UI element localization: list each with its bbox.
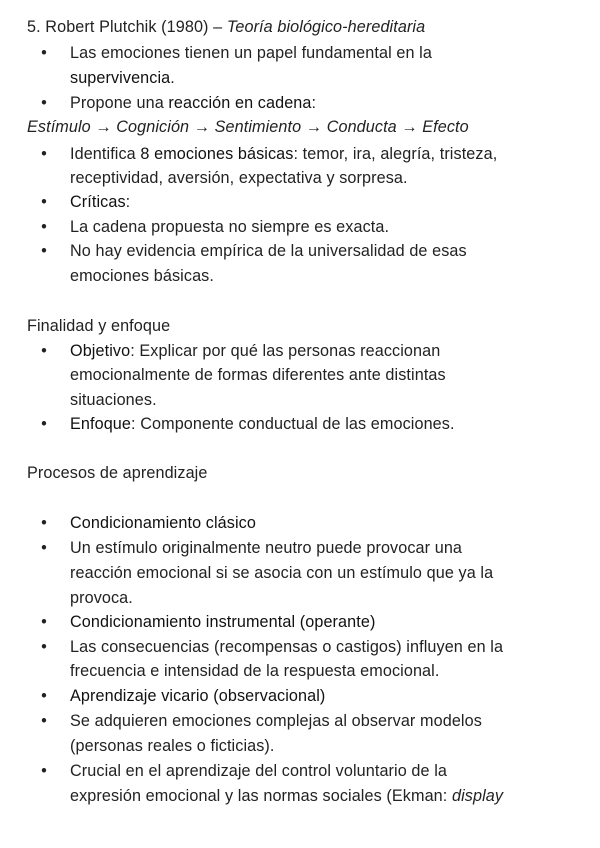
item-text: Las consecuencias (recompensas o castigos) influyen en la	[70, 638, 504, 656]
item-text: provoca.	[70, 589, 133, 607]
bullet: •	[41, 342, 47, 360]
item-text: situaciones.	[70, 391, 157, 409]
section-heading: Procesos de aprendizaje	[27, 464, 208, 482]
heading-italic-text: Teoría biológico-hereditaria	[226, 18, 426, 36]
item-text: Se adquieren emociones complejas al observar modelos	[70, 712, 482, 730]
bullet: •	[41, 613, 47, 631]
italic-term: display	[451, 787, 504, 805]
bullet: •	[41, 415, 47, 433]
bold-term: Condicionamiento clásico	[70, 514, 256, 532]
item-text: (personas reales o ficticias).	[70, 737, 275, 755]
section-heading	[27, 16, 425, 38]
item-text: Crucial en el aprendizaje del control voluntario de la	[70, 762, 448, 780]
bold-term: Críticas	[70, 193, 126, 211]
item-text: : Explicar por qué las personas reaccionan	[130, 342, 441, 360]
bold-term: reacción en cadena	[168, 94, 312, 112]
item-text: .	[170, 69, 175, 87]
section-heading: Finalidad y enfoque	[27, 317, 171, 335]
bold-term: Aprendizaje vicario (observacional)	[70, 687, 326, 705]
bold-term: Enfoque	[70, 415, 132, 433]
item-text: : Componente conductual de las emociones.	[131, 415, 455, 433]
item-text: : temor, ira, alegría, tristeza,	[293, 145, 498, 163]
chain-formula: Estímulo → Cognición → Sentimiento → Conducta → Efecto	[27, 118, 469, 136]
bullet: •	[41, 145, 47, 163]
bullet: •	[41, 539, 47, 557]
item-text: Un estímulo originalmente neutro puede provocar una	[70, 539, 463, 557]
item-text: expresión emocional y las normas sociales (Ekman:	[70, 787, 452, 805]
bold-term: Objetivo	[70, 342, 131, 360]
item-text: reacción emocional si se asocia con un estímulo que ya la	[70, 564, 494, 582]
bullet: •	[41, 712, 47, 730]
heading-text: 5. Robert Plutchik (1980) –	[27, 18, 227, 36]
item-text: Las emociones tienen un papel fundamental en la	[70, 44, 432, 62]
item-text: No hay evidencia empírica de la universalidad de esas	[70, 242, 467, 260]
bullet: •	[41, 242, 47, 260]
item-text: receptividad, aversión, expectativa y sorpresa.	[70, 169, 408, 187]
bold-term: supervivencia	[70, 69, 171, 87]
bullet: •	[41, 762, 47, 780]
item-text: frecuencia e intensidad de la respuesta emocional.	[70, 662, 440, 680]
item-text: emocionalmente de formas diferentes ante distintas	[70, 366, 446, 384]
bullet: •	[41, 638, 47, 656]
bullet: •	[41, 514, 47, 532]
bullet: •	[41, 687, 47, 705]
bullet: •	[41, 44, 47, 62]
bullet: •	[41, 193, 47, 211]
item-text: :	[311, 94, 317, 112]
item-text: emociones básicas.	[70, 267, 214, 285]
item-text: Identifica	[70, 145, 141, 163]
item-text: :	[125, 193, 131, 211]
item-text: La cadena propuesta no siempre es exacta.	[70, 218, 390, 236]
item-text: Propone una	[70, 94, 169, 112]
bullet: •	[41, 218, 47, 236]
bold-term: 8 emociones básicas	[140, 145, 294, 163]
bold-term: Condicionamiento instrumental (operante)	[70, 613, 376, 631]
bullet: •	[41, 94, 47, 112]
